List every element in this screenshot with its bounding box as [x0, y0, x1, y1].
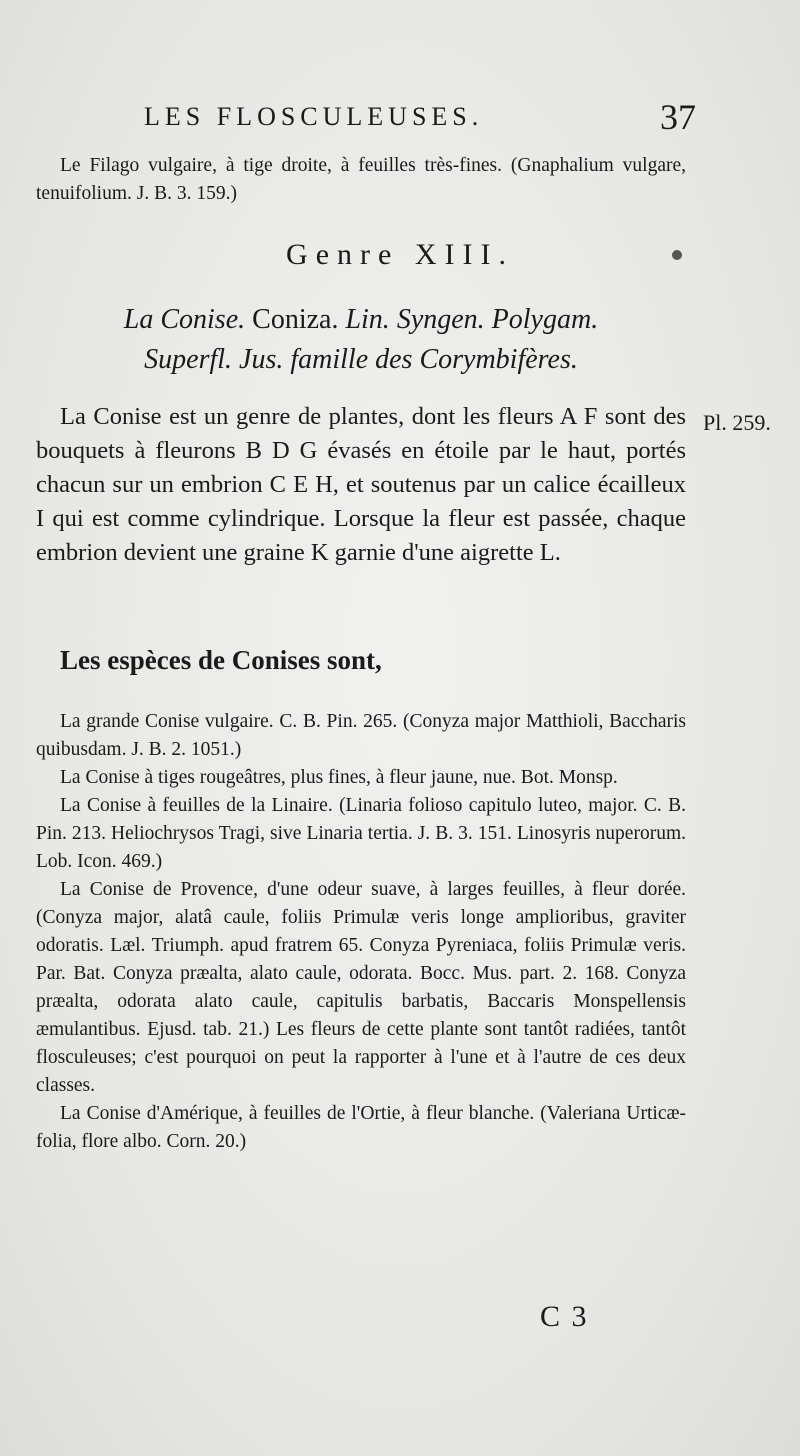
syngenesia-ref: Syngen.: [396, 304, 485, 335]
running-title: LES FLOSCULEUSES.: [144, 102, 484, 131]
genre-name-fr: La Conise.: [123, 304, 246, 335]
signature-mark: C 3: [540, 1300, 589, 1333]
species-entry: La Conise d'Amérique, à feuilles de l'Ortie, à fleur blanche. (Valeriana Urticæ-folia, flore albo. Corn. 20.): [36, 1103, 686, 1152]
family-ref: famille des Corymbifères.: [290, 344, 578, 375]
page-number: 37: [660, 97, 696, 137]
species-entry: La Conise à feuilles de la Linaire. (Linaria folioso capitulo luteo, major. C. B. Pin. 213. Heliochrysos Tragi, sive Linaria tertia. J. B. 3. 151. Linosyris nuperorum. Lob. Icon. 469.): [36, 795, 686, 872]
genre-description: La Conise est un genre de plantes, dont les fleurs A F sont des bouquets à fleurons B D G évasés en étoile par le haut, portés chacun sur un embrion C E H, et soutenus par un calice écailleux I qui est comme cylindrique. Lorsque la fleur est passée, chaque embrion devient une graine K garnie d'une aigrette L.: [36, 403, 686, 566]
species-entry: La grande Conise vulgaire. C. B. Pin. 265. (Conyza major Matthioli, Baccharis quibusdam. J. B. 2. 1051.): [36, 711, 686, 760]
species-heading: Les espèces de Conises sont,: [60, 645, 382, 675]
species-entry: La Conise à tiges rougeâtres, plus fines, à fleur jaune, nue. Bot. Monsp.: [60, 767, 618, 788]
intro-paragraph: Le Filago vulgaire, à tige droite, à feuilles très-fines. (Gnaphalium vulgare, tenuifolium. J. B. 3. 159.): [36, 155, 686, 204]
genre-title: [36, 300, 686, 380]
ornament-dot-icon: [672, 250, 682, 260]
polygamia-ref: Polygam.: [491, 304, 599, 335]
genre-heading: Genre XIII.: [286, 238, 514, 271]
species-entry: La Conise de Provence, d'une odeur suave, à larges feuilles, à fleur dorée. (Conyza major, alatâ caule, foliis Primulæ veris longe amplioribus, graviter odoratis. Læl. Triumph. apud fratrem 65. Conyza Pyreniaca, foliis Primulæ veris. Par. Bat. Conyza præalta, alato caule, odorata. Bocc. Mus. part. 2. 168. Conyza præalta, odorata alato caule, capitulis barbatis, Baccaris Monspellensis æmulantibus. Ejusd. tab. 21.) Les fleurs de cette plante sont tantôt radiées, tantôt flosculeuses; c'est pourquoi on peut la rapporter à l'une et à l'autre de ces deux classes.: [36, 879, 686, 1096]
jussieu-ref: Jus.: [239, 344, 284, 375]
genre-name-lat: Coniza.: [252, 304, 339, 335]
page-header: [140, 96, 700, 140]
linnaeus-ref: Lin.: [345, 304, 390, 335]
plate-reference: Pl. 259.: [703, 410, 771, 435]
superflua-ref: Superfl.: [144, 344, 233, 375]
species-list: [36, 708, 686, 1156]
